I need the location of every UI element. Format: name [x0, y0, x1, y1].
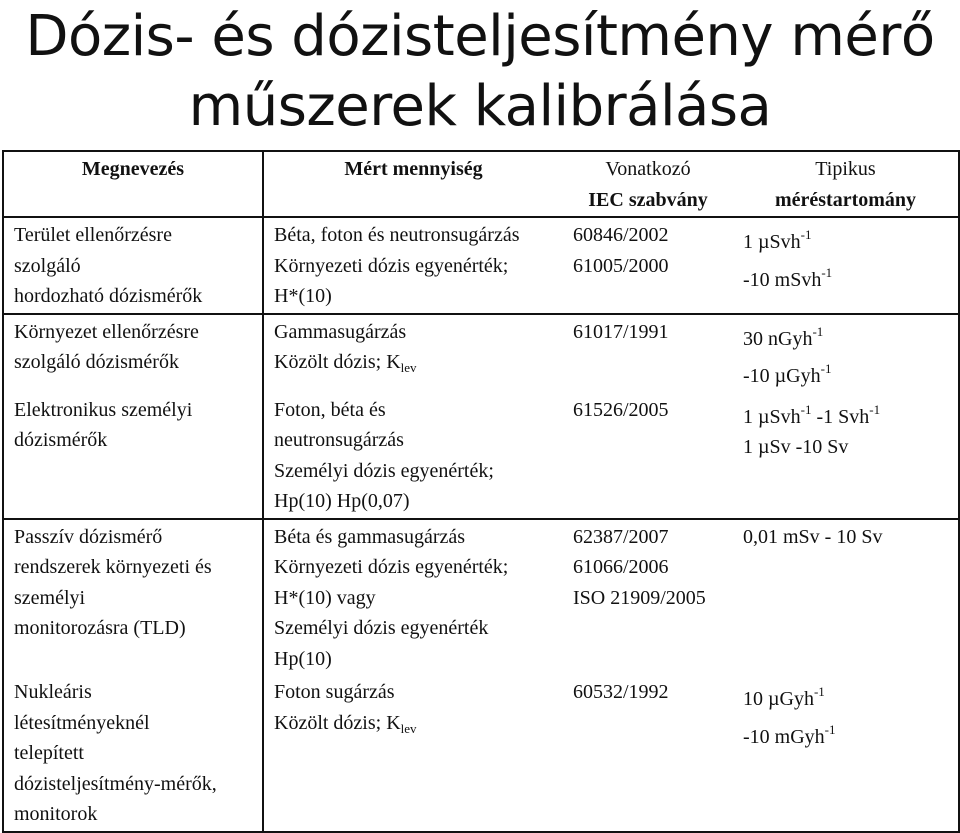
cell-text: Környezeti dózis egyenérték; — [274, 254, 509, 277]
cell-standard — [563, 393, 733, 519]
title-line-1: Dózis- és dózisteljesítmény mérő — [25, 4, 935, 69]
header-range-line2: méréstartomány — [774, 188, 917, 211]
range-sup: -1 — [812, 323, 824, 339]
cell-text — [743, 715, 958, 753]
range-value: -10 mGyh — [743, 725, 825, 748]
cell-text: monitorozásra (TLD) — [14, 617, 186, 639]
header-range-line1: Tipikus — [815, 158, 876, 180]
cell-text: dózismérők — [14, 429, 108, 451]
cell-text — [274, 708, 563, 745]
table-row — [3, 217, 959, 314]
cell-range — [733, 314, 959, 393]
title-line-2: műszerek kalibrálása — [188, 74, 772, 139]
cell-text: dózisteljesítmény-mérők, — [14, 772, 217, 795]
cell-text: 60532/1992 — [573, 681, 669, 703]
cell-name — [3, 519, 263, 676]
range-value: -1 Svh — [811, 405, 870, 428]
cell-text — [743, 677, 958, 715]
cell-text: Hp(10) Hp(0,07) — [274, 490, 410, 512]
cell-text: 61526/2005 — [573, 398, 669, 421]
range-value: -10 mSvh — [743, 268, 822, 291]
cell-text: Személyi dózis egyenérték — [274, 617, 489, 639]
cell-text: telepített — [14, 742, 84, 764]
cell-text: 61005/2000 — [573, 254, 669, 277]
cell-text: 0,01 mSv - 10 Sv — [743, 525, 883, 548]
table-row — [3, 519, 959, 676]
cell-quantity — [263, 519, 563, 676]
cell-text: szolgáló dózismérők — [14, 351, 179, 373]
cell-quantity — [263, 393, 563, 519]
range-value: 1 µSvh — [743, 405, 801, 428]
table-row — [3, 675, 959, 832]
cell-range — [733, 675, 959, 832]
calibration-table — [2, 150, 960, 833]
range-value: 30 nGyh — [743, 327, 813, 350]
range-value: -10 µGyh — [743, 365, 821, 387]
cell-standard — [563, 314, 733, 393]
quantity-value: Közölt dózis; K — [274, 711, 401, 734]
cell-range — [733, 217, 959, 314]
cell-text: H*(10) — [274, 285, 332, 307]
range-sup: -1 — [820, 361, 832, 376]
cell-text: Passzív dózismérő — [14, 525, 163, 548]
header-standard-line1: Vonatkozó — [605, 158, 691, 180]
cell-text — [743, 220, 958, 258]
cell-text: hordozható dózismérők — [14, 285, 203, 307]
page-title — [0, 0, 960, 142]
cell-name — [3, 393, 263, 519]
cell-text: 61066/2006 — [573, 556, 669, 578]
cell-text: 60846/2002 — [573, 224, 669, 246]
cell-text: Béta, foton és neutronsugárzás — [274, 224, 520, 246]
cell-quantity — [263, 314, 563, 393]
cell-text — [743, 317, 958, 355]
cell-text: személyi — [14, 586, 86, 609]
cell-name — [3, 217, 263, 314]
cell-text: Környezeti dózis egyenérték; — [274, 556, 509, 578]
cell-quantity — [263, 675, 563, 832]
range-sup: -1 — [800, 401, 812, 417]
range-sup: -1 — [800, 227, 812, 242]
cell-text: Személyi dózis egyenérték; — [274, 459, 494, 482]
table-row — [3, 393, 959, 519]
cell-quantity — [263, 217, 563, 314]
cell-text: Béta és gammasugárzás — [274, 525, 466, 548]
cell-standard — [563, 217, 733, 314]
cell-text: 1 µSv -10 Sv — [743, 436, 849, 458]
range-sup: -1 — [824, 721, 836, 737]
header-standard — [563, 151, 733, 217]
cell-range — [733, 393, 959, 519]
quantity-sub: lev — [400, 720, 417, 736]
range-sup: -1 — [821, 264, 833, 280]
cell-text: 62387/2007 — [573, 525, 669, 548]
range-sup: -1 — [869, 401, 881, 417]
cell-standard — [563, 675, 733, 832]
cell-text: szolgáló — [14, 254, 81, 277]
cell-text: ISO 21909/2005 — [573, 586, 706, 609]
cell-text: Terület ellenőrzésre — [14, 224, 172, 246]
cell-text: neutronsugárzás — [274, 429, 404, 451]
cell-text — [743, 258, 958, 296]
range-value: 10 µGyh — [743, 688, 814, 710]
quantity-sub: lev — [400, 360, 417, 375]
cell-text: Foton, béta és — [274, 398, 386, 421]
cell-text: rendszerek környezeti és — [14, 556, 212, 578]
cell-name — [3, 314, 263, 393]
header-standard-line2: IEC szabvány — [588, 188, 708, 211]
cell-text — [274, 347, 563, 384]
cell-text: Foton sugárzás — [274, 681, 395, 703]
cell-text: létesítményeknél — [14, 711, 150, 734]
cell-text: Hp(10) — [274, 647, 332, 670]
header-row — [3, 151, 959, 217]
cell-text — [743, 395, 958, 433]
cell-text: Elektronikus személyi — [14, 398, 193, 421]
cell-text: Nukleáris — [14, 681, 92, 703]
table-row — [3, 314, 959, 393]
cell-text: H*(10) vagy — [274, 586, 376, 609]
header-quantity: Mért mennyiség — [344, 158, 483, 180]
range-value: 1 µSvh — [743, 231, 801, 253]
cell-text: Környezet ellenőrzésre — [14, 320, 199, 343]
cell-standard — [563, 519, 733, 676]
cell-text: 61017/1991 — [573, 320, 669, 343]
cell-range — [733, 519, 959, 676]
range-sup: -1 — [813, 684, 825, 699]
cell-text: monitorok — [14, 803, 98, 825]
header-name: Megnevezés — [3, 151, 263, 217]
cell-text — [743, 354, 958, 392]
cell-text: Gammasugárzás — [274, 320, 407, 343]
quantity-value: Közölt dózis; K — [274, 351, 401, 373]
cell-name — [3, 675, 263, 832]
header-range — [733, 151, 959, 217]
